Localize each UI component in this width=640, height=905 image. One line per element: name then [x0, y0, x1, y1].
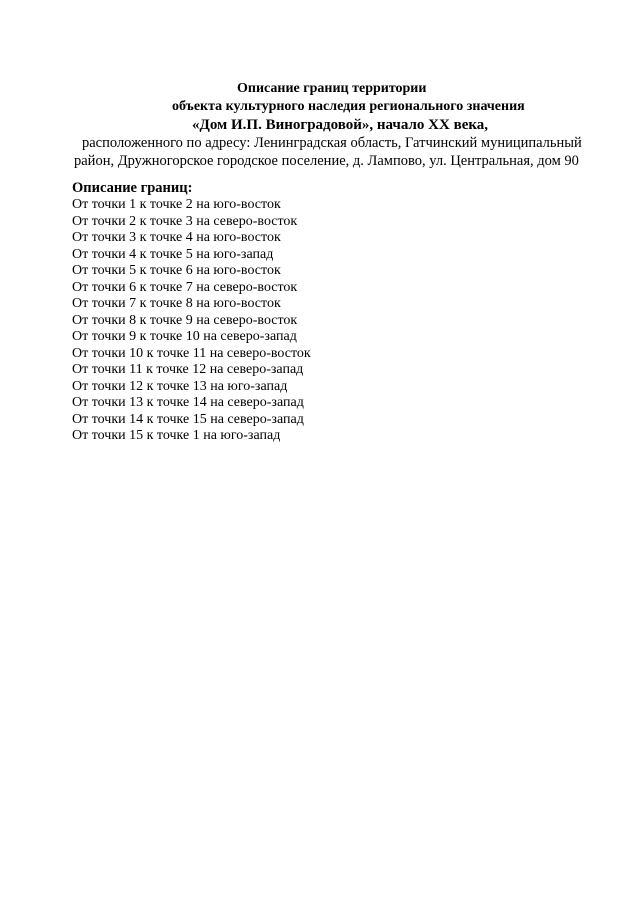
- heading-object-type: объекта культурного наследия регионального значения: [172, 99, 525, 114]
- heading-address-line-2: район, Дружногорское городское поселение, д. Лампово, ул. Центральная, дом 90: [74, 153, 579, 169]
- boundary-item: От точки 2 к точке 3 на северо-восток: [72, 213, 298, 229]
- boundary-item: От точки 13 к точке 14 на северо-запад: [72, 395, 304, 410]
- boundary-item: От точки 15 к точке 1 на юго-запад: [72, 428, 281, 443]
- boundary-item: От точки 9 к точке 10 на северо-запад: [72, 329, 297, 344]
- boundary-item: От точки 10 к точке 11 на северо-восток: [72, 345, 311, 361]
- boundary-item: От точки 4 к точке 5 на юго-запад: [72, 246, 274, 262]
- boundary-item: От точки 12 к точке 13 на юго-запад: [72, 378, 288, 394]
- boundary-item: От точки 3 к точке 4 на юго-восток: [72, 230, 281, 245]
- boundary-item: От точки 14 к точке 15 на северо-запад: [72, 411, 304, 427]
- boundary-item: От точки 5 к точке 6 на юго-восток: [72, 263, 281, 278]
- boundary-item: От точки 7 к точке 8 на юго-восток: [72, 296, 281, 311]
- boundary-item: От точки 11 к точке 12 на северо-запад: [72, 362, 304, 377]
- document-heading: [0, 80, 640, 170]
- boundaries-section: [72, 180, 612, 445]
- heading-address-line-1: расположенного по адресу: Ленинградская область, Гатчинский муниципальный: [82, 135, 582, 151]
- boundary-item: От точки 6 к точке 7 на северо-восток: [72, 279, 298, 295]
- heading-object-name: «Дом И.П. Виноградовой», начало XX века,: [192, 117, 489, 133]
- heading-title: Описание границ территории: [237, 81, 427, 96]
- boundary-item: От точки 1 к точке 2 на юго-восток: [72, 197, 281, 212]
- boundary-list: [72, 197, 612, 445]
- boundaries-title: Описание границ:: [72, 180, 193, 196]
- boundary-item: От точки 8 к точке 9 на северо-восток: [72, 312, 298, 328]
